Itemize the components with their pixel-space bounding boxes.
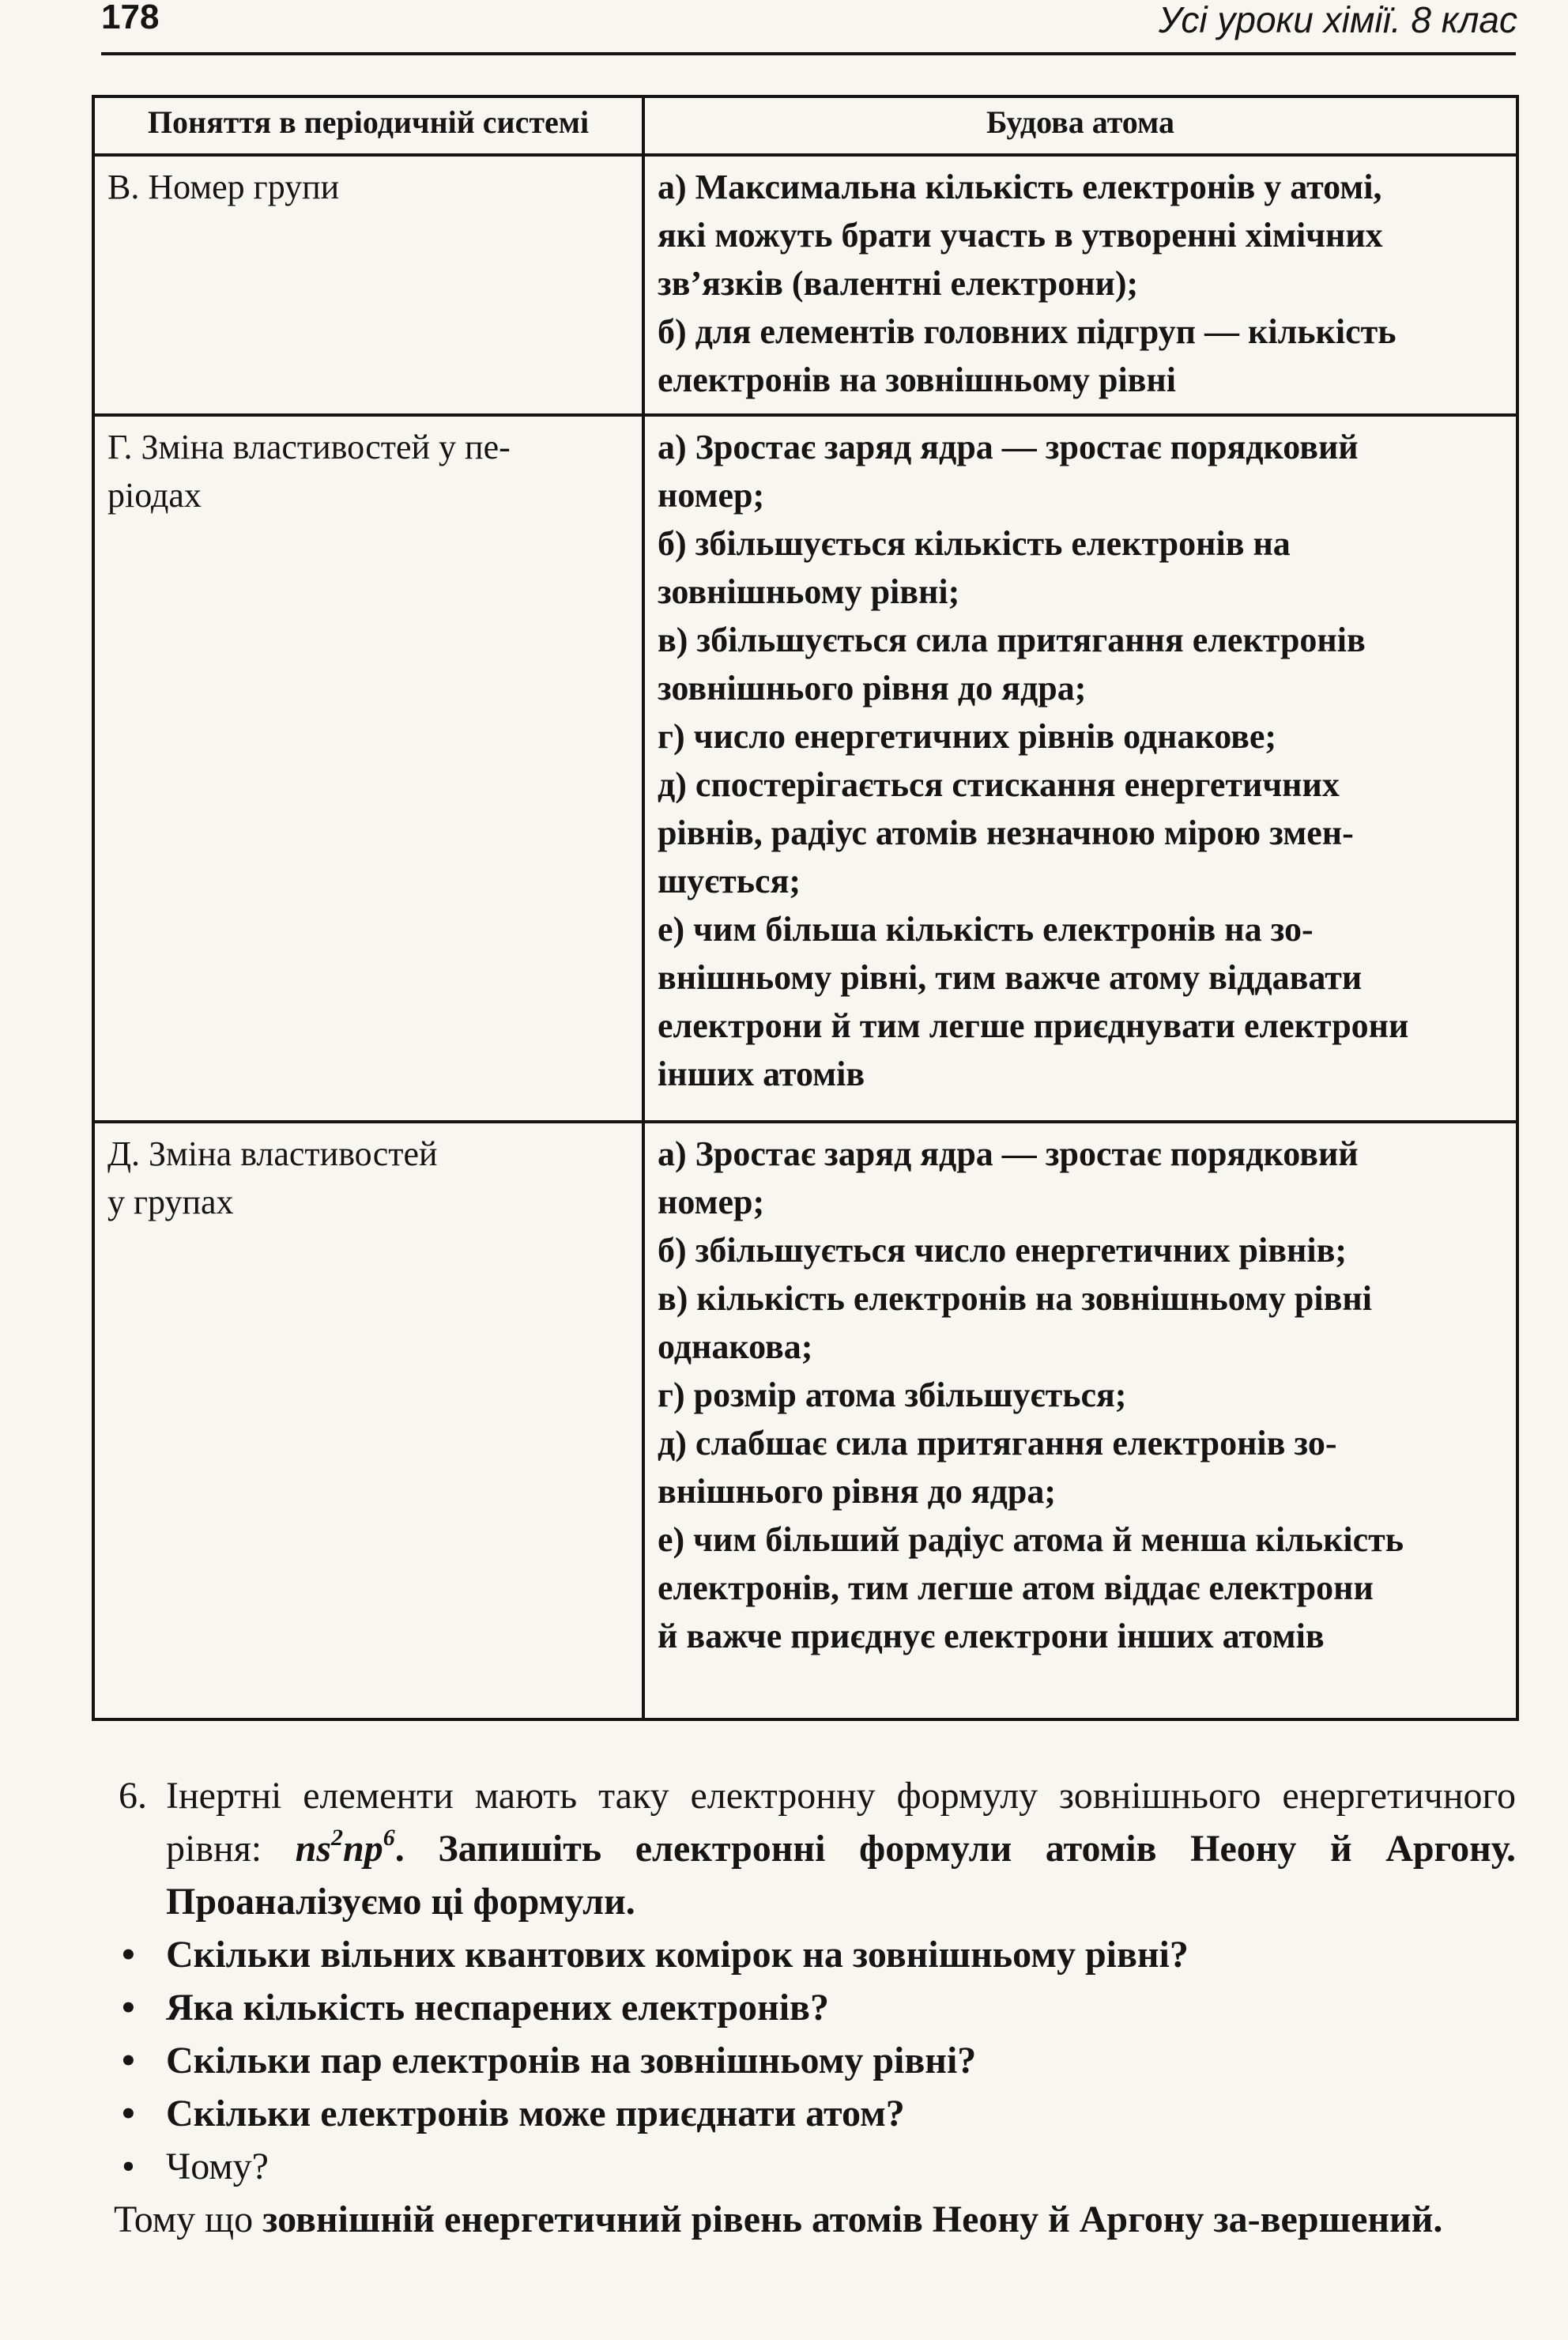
question-list [119, 1928, 1516, 2193]
structure-line: б) для елементів головних підгруп — кількість [658, 312, 1396, 351]
column-header-concept: Поняття в періодичній системі [93, 96, 643, 155]
table-row [93, 1122, 1517, 1719]
structure-line: д) спостерігається стискання енергетичних [658, 765, 1340, 804]
structure-line: електронів на зовнішньому рівні [658, 360, 1177, 399]
structure-line: а) Максимальна кількість електронів у атомі, [658, 168, 1382, 206]
structure-line: електронів, тим легше атом віддає електрони [658, 1568, 1374, 1607]
structure-cell [643, 415, 1517, 1122]
list-item: • Скільки вільних квантових комірок на зовнішньому рівні? [119, 1928, 1516, 1981]
header-rule [101, 52, 1516, 55]
concept-text: Г. Зміна властивостей у пе- ріодах [107, 428, 511, 515]
task-section [114, 1769, 1516, 2246]
structure-line: д) слабшає сила притягання електронів зо- [658, 1424, 1337, 1462]
structure-line: інших атомів [658, 1055, 865, 1093]
structure-cell [643, 155, 1517, 415]
table-row [93, 155, 1517, 415]
task-number: 6. [119, 1775, 147, 1817]
structure-line: б) збільшується кількість електронів на [658, 524, 1291, 563]
task-text-part1: Інертні елементи мають таку електронну формулу зовнішнього енергетичного рівня: [166, 1775, 1516, 1870]
structure-line: в) кількість електронів на зовнішньому рівні [658, 1279, 1372, 1318]
structure-line: а) Зростає заряд ядра — зростає порядковий [658, 428, 1359, 466]
structure-line: е) чим більша кількість електронів на зо- [658, 910, 1314, 949]
concept-cell [93, 155, 643, 415]
page-number: 178 [101, 0, 160, 36]
structure-line: внішнього рівня до ядра; [658, 1472, 1057, 1511]
structure-line: г) розмір атома збільшується; [658, 1376, 1127, 1414]
list-item: • Скільки пар електронів на зовнішньому рівні? [119, 2034, 1516, 2087]
table-row [93, 415, 1517, 1122]
running-title: Усі уроки хімії. 8 клас [1158, 0, 1517, 40]
structure-line: в) збільшується сила притягання електронів [658, 621, 1366, 659]
concept-cell [93, 1122, 643, 1719]
structure-line: г) число енергетичних рівнів однакове; [658, 717, 1277, 756]
concept-text: В. Номер групи [107, 168, 340, 206]
task-text-part2: . Запишіть електронні формули атомів Неону й Аргону. Проаналізуємо ці формули. [166, 1828, 1516, 1923]
answer-part2: зовнішній енергетичний рівень атомів Неону й Аргону за-вершений. [262, 2198, 1443, 2240]
list-item: • Скільки електронів може приєднати атом? [119, 2087, 1516, 2140]
structure-line: шується; [658, 862, 801, 900]
structure-line: номер; [658, 1183, 765, 1221]
electron-formula [295, 1825, 395, 1870]
structure-line: зв’язків (валентні електрони); [658, 264, 1139, 303]
concept-text: Д. Зміна властивостей у групах [107, 1134, 438, 1221]
formula-ns-exponent: 2 [331, 1825, 344, 1851]
structure-line: однакова; [658, 1327, 813, 1366]
formula-ns: ns [295, 1828, 332, 1870]
structure-line: які можуть брати участь в утворенні хімічних [658, 216, 1383, 255]
structure-line: б) збільшується число енергетичних рівнів; [658, 1231, 1348, 1270]
structure-line: зовнішнього рівня до ядра; [658, 669, 1087, 708]
column-header-structure: Будова атома [643, 96, 1517, 155]
table-header-row [93, 96, 1517, 155]
structure-line: внішньому рівні, тим важче атому віддавати [658, 958, 1363, 997]
formula-np: np [343, 1828, 383, 1870]
structure-cell [643, 1122, 1517, 1719]
structure-line: й важче приєднує електрони інших атомів [658, 1617, 1325, 1655]
list-item: • Яка кількість неспарених електронів? [119, 1981, 1516, 2034]
periodic-system-table [92, 95, 1519, 1721]
structure-line: е) чим більший радіус атома й менша кількість [658, 1520, 1404, 1559]
answer-paragraph [66, 2193, 1516, 2246]
structure-line: номер; [658, 476, 765, 515]
concept-cell [93, 415, 643, 1122]
structure-line: рівнів, радіус атомів незначною мірою змен- [658, 813, 1354, 852]
formula-np-exponent: 6 [383, 1825, 395, 1851]
structure-line: а) Зростає заряд ядра — зростає порядковий [658, 1134, 1359, 1173]
structure-line: електрони й тим легше приєднувати електрони [658, 1006, 1409, 1045]
task-statement [119, 1769, 1516, 1928]
structure-line: зовнішньому рівні; [658, 572, 960, 611]
answer-part1: Тому що [114, 2198, 263, 2240]
list-item: • Чому? [119, 2140, 1516, 2193]
